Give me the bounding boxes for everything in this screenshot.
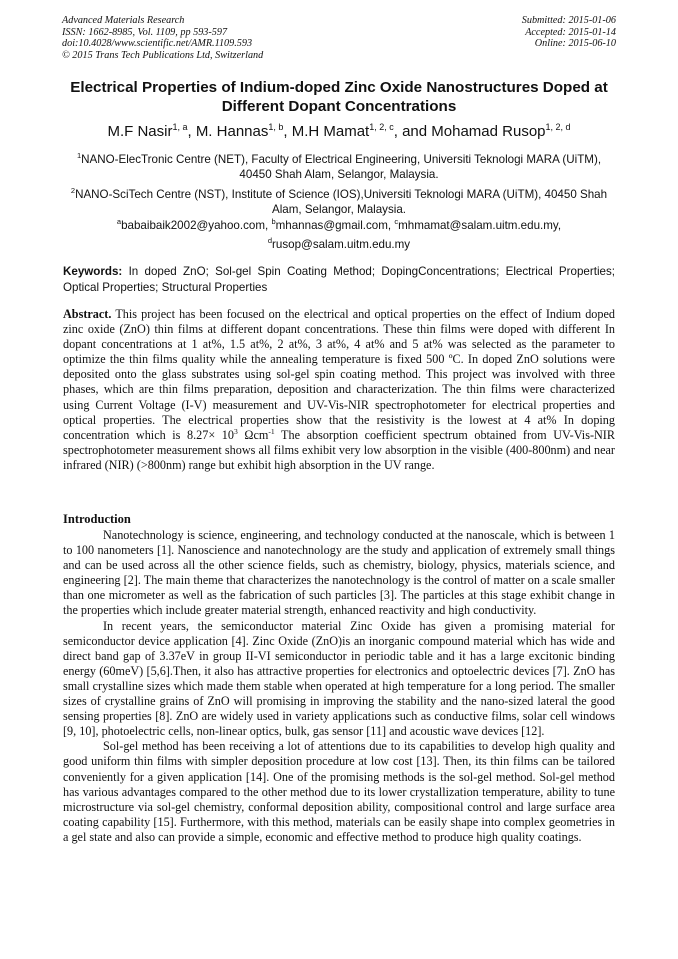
keywords-text: In doped ZnO; Sol-gel Spin Coating Method; DopingConcentrations; Electrical Properties; Optical Properties; Structural Properties xyxy=(63,265,615,294)
email-mark: c xyxy=(394,217,399,226)
doi-line[interactable]: doi:10.4028/www.scientific.net/AMR.1109.593 xyxy=(62,38,253,50)
email-link[interactable]: rusop@salam.uitm.edu.my xyxy=(272,238,411,252)
author-emails xyxy=(60,214,618,253)
abstract-exponent: -1 xyxy=(268,426,275,436)
paragraph: Nanotechnology is science, engineering, and technology conducted at the nanoscale, which is between 1 to 100 nanometers [1]. Nanoscience and nanotechnology are the study and application of extremely small things and can be used across all the other science fields, such as chemistry, biology, physics, materials science, and engineering [2]. The main theme that characterizes the nanotechnology is the control of matter on a scale smaller than one micrometer as well as the fabrication of such particles [3]. The particles at this stage exhibit change in the properties which include greater material strength, enhanced reactivity and high conductivity. xyxy=(63,528,615,618)
section-heading-introduction: Introduction xyxy=(63,512,131,526)
abstract-label: Abstract. xyxy=(63,307,112,321)
keywords xyxy=(63,264,615,295)
author-affiliation-mark: 1, 2, c xyxy=(369,122,394,132)
affiliation-2 xyxy=(60,183,618,218)
author-name: M.F Nasir xyxy=(107,123,173,140)
introduction-body xyxy=(63,528,615,845)
author-affiliation-mark: 1, a xyxy=(172,122,188,132)
keywords-label: Keywords: xyxy=(63,265,123,278)
author-affiliation-mark: 1, 2, d xyxy=(545,122,571,132)
email-link[interactable]: mhmamat@salam.uitm.edu.my, xyxy=(398,218,562,232)
abstract-unit: Ωcm xyxy=(237,427,269,442)
submitted-date: Submitted: 2015-01-06 xyxy=(521,15,616,26)
abstract-text-continued: The absorption coefficient spectrum obtained from UV-Vis-NIR spectrophotometer measurement shows all films exhibit very low absorption in the visible (400-800nm) and near infrared (NIR) (>800nm) range but exhibit high absorption in the UV range. xyxy=(63,427,615,472)
author-name: M.H Mamat xyxy=(291,123,370,140)
author-conjunction: , and xyxy=(393,123,432,140)
email-mark: d xyxy=(267,236,273,246)
author-name: Mohamad Rusop xyxy=(431,123,546,140)
accepted-date: Accepted: 2015-01-14 xyxy=(525,26,616,38)
online-date: Online: 2015-06-10 xyxy=(534,38,616,50)
email-link[interactable]: mhannas@gmail.com, xyxy=(275,218,395,232)
paragraph: In recent years, the semiconductor material Zinc Oxide has given a promising material for semiconductor device application [4]. Zinc Oxide (ZnO)is an inorganic compound material which has wide and direct band gap of 3.37eV in group II-VI semiconductor in periodic table and it has a large excitonic binding energy (60meV) [5,6].Then, it also has attractive properties for electronics and optoelectric devices [7]. ZnO has small crystalline sizes which made them stable when operated at high temperature for a long period. The smaller sizes of crystalline grains of ZnO will promising in improving the stability and the nano-sized lateral the good sensing properties [8]. ZnO are widely used in variety applications such as conductive films, solar cell windows [9, 10], photoelectric cells, non-linear optics, bulk, gas sensor [11] and acoustic wave devices [12]. xyxy=(63,618,615,739)
email-link[interactable]: babaibaik2002@yahoo.com, xyxy=(121,218,272,232)
affiliation-text: NANO-SciTech Centre (NST), Institute of Science (IOS),Universiti Teknologi MARA (UiTM), 40450 Shah Alam, Selangor, Malaysia. xyxy=(75,187,608,217)
author-name: M. Hannas xyxy=(195,123,269,140)
affiliations xyxy=(60,148,618,218)
affiliation-mark: 2 xyxy=(70,185,76,195)
dates-info xyxy=(522,15,616,50)
author-affiliation-mark: 1, b xyxy=(268,122,284,132)
author-list: M.F Nasir$^{1, a}$, M. Hannas$^{1, b}$, M.H Mamat$^{1, 2, c}$, and Mohamad Rusop$^{1, 2, d}$ xyxy=(107,122,571,140)
abstract xyxy=(63,307,615,473)
abstract-exponent: 3 xyxy=(234,426,238,436)
journal-name: Advanced Materials Research xyxy=(62,15,185,26)
email-mark: a xyxy=(116,217,122,226)
affiliation-text: NANO-ElecTronic Centre (NET), Faculty of Electrical Engineering, Universiti Teknologi MARA (UiTM), 40450 Shah Alam, Selangor, Malaysia. xyxy=(81,152,602,182)
journal-info xyxy=(62,15,263,61)
paragraph: Sol-gel method has been receiving a lot of attentions due to its capabilities to develop high quality and good uniform thin films with simpler deposition procedure at low cost [13]. Then, its thin films can be tailored conveniently for a given application [14]. One of the promising methods is the sol-gel method. Sol-gel method has various advantages compared to the other method due to its lower crystallization temperature, ability to tune microstructure via sol-gel chemistry, conformal deposition ability, compositional control and large surface area coating capability [15]. Furthermore, with this method, materials can be easily shape into complex geometries in a gel state and also can provide a simple, economic and effective method to produce high quality coatings. xyxy=(63,739,615,844)
affiliation-mark: 1 xyxy=(76,151,82,160)
affiliation-1 xyxy=(60,148,618,183)
email-mark: b xyxy=(271,217,276,226)
abstract-text: This project has been focused on the electrical and optical properties on the effect of Indium doped zinc oxide (ZnO) thin films at different dopant concentrations. These thin films were doped with different In dopant concentrations at 1 at%, 1.5 at%, 2 at%, 3 at%, 4 at% and 5 at% was selected as the parameter to optimize the thin films quality while the annealing temperature is fixed 500 ºC. In doped ZnO solutions were deposited onto the glass substrates using sol-gel spin coating method. This project was involved with three phases, which are thin films preparation, deposition and characterization. The thin films were characterized using Current Voltage (I-V) measurement and UV-Vis-NIR spectrophotometer for electrical properties and optical properties. The electrical properties show that the resistivity is the lowest at 4 at% In doping concentration which is 8.27× 10 xyxy=(63,307,615,442)
paper-title: Electrical Properties of Indium-doped Zinc Oxide Nanostructures Doped at Different Dopant Concentrations xyxy=(70,79,608,115)
issn-line: ISSN: 1662-8985, Vol. 1109, pp 593-597 xyxy=(62,26,228,38)
copyright-line: © 2015 Trans Tech Publications Ltd, Switzerland xyxy=(62,49,264,61)
